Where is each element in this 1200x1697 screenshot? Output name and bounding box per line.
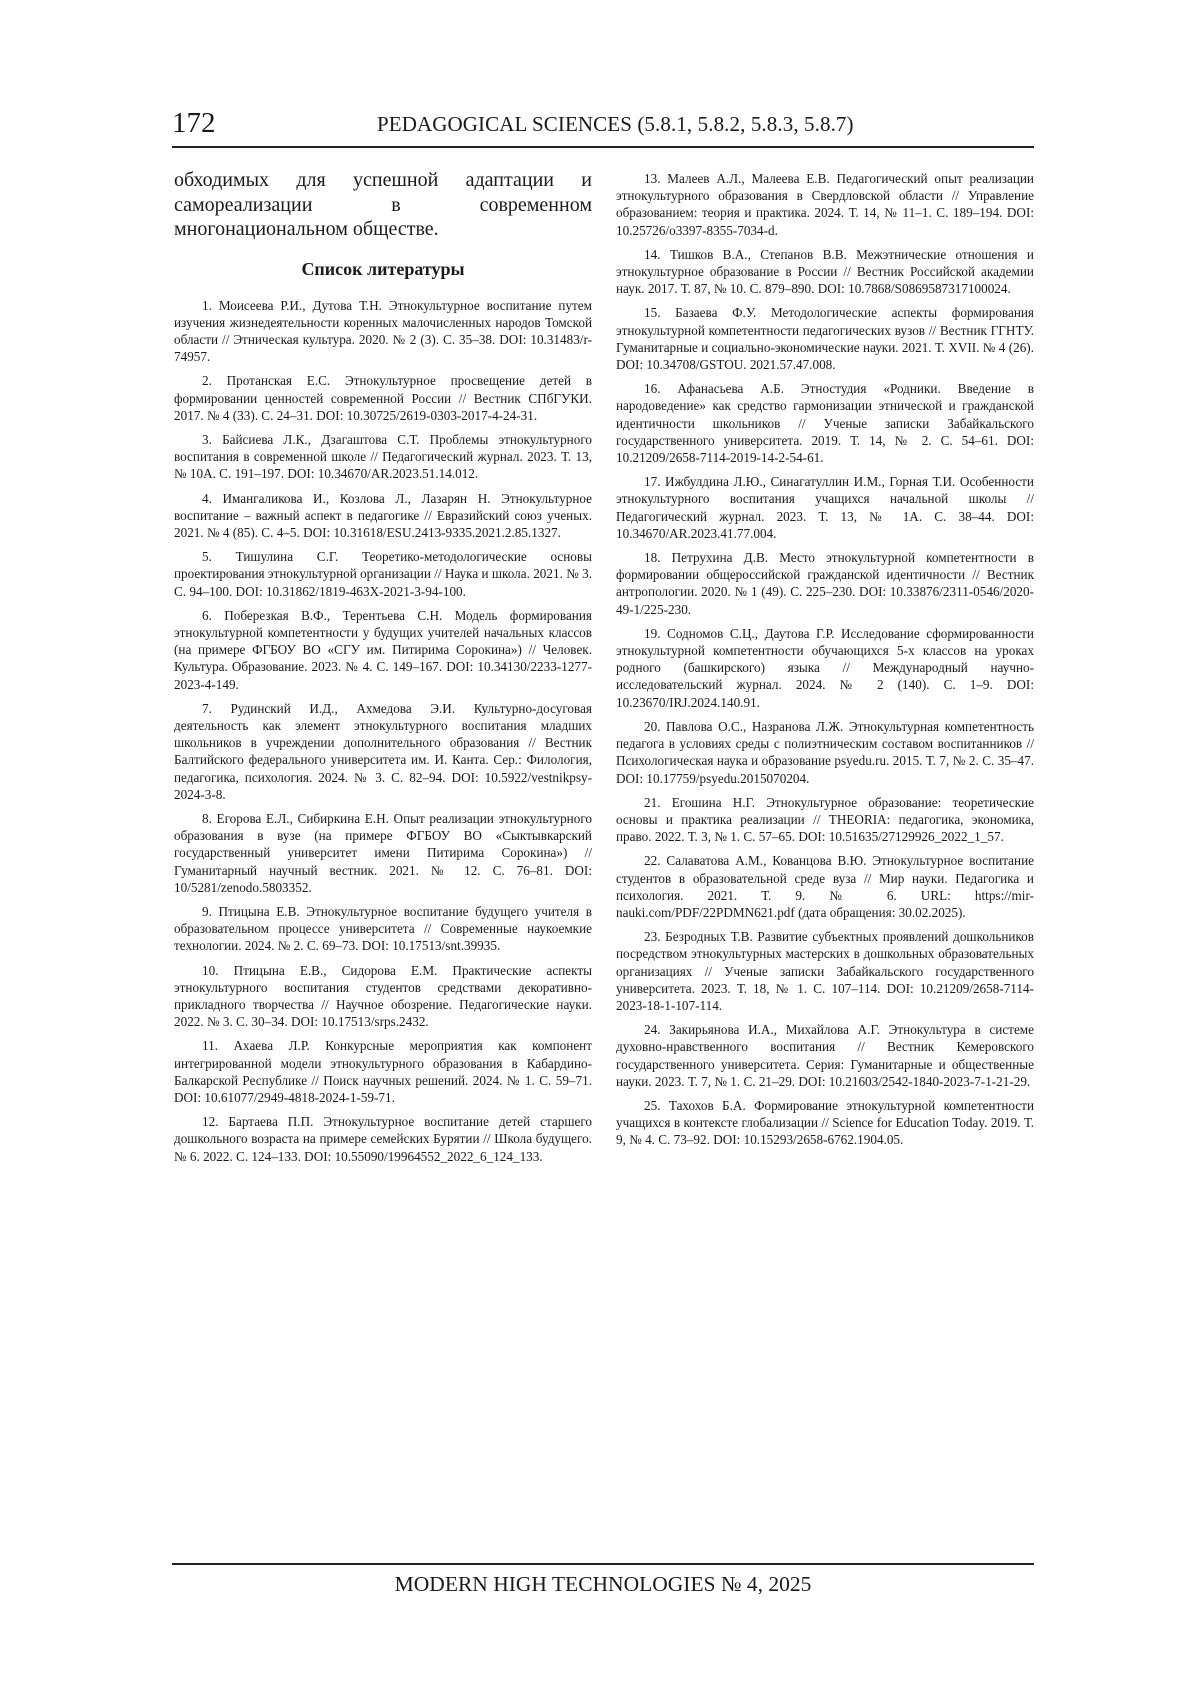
reference-item: 17. Ижбулдина Л.Ю., Синагатуллин И.М., Горная Т.И. Особенности этнокультурного воспитания учащихся начальной школы // Педагогический журнал. 2023. Т. 13, № 1А. С. 38–44. DOI: 10.34670/AR.2023.41.77.004. — [616, 473, 1034, 542]
reference-item: 2. Протанская Е.С. Этнокультурное просвещение детей в формировании ценностей современной России // Вестник СПбГУКИ. 2017. № 4 (33). С. 24–31. DOI: 10.30725/2619-0303-2017-4-24-31. — [174, 372, 592, 424]
reference-item: 3. Байсиева Л.К., Дзагаштова С.Т. Проблемы этнокультурного воспитания в современной школе // Педагогический журнал. 2023. Т. 13, № 10А. С. 191–197. DOI: 10.34670/AR.2023.51.14.012. — [174, 431, 592, 483]
reference-item: 22. Салаватова А.М., Кованцова В.Ю. Этнокультурное воспитание студентов в образовательной среде вуза // Мир науки. Педагогика и психология. 2021. Т. 9. № 6. URL: https://mir-nauki.com/PDF/22PDMN621.pdf (дата обращения: 30.02.2025). — [616, 852, 1034, 921]
reference-item: 23. Безродных Т.В. Развитие субъектных проявлений дошкольников посредством этнокультурных мастерских в дошкольных образовательных организациях // Ученые записки Забайкальского государственного университета. 2023. Т. 18, № 1. С. 107–114. DOI: 10.21209/2658-7114-2023-18-1-107-114. — [616, 928, 1034, 1014]
journal-section-title: PEDAGOGICAL SCIENCES (5.8.1, 5.8.2, 5.8.3, 5.8.7) — [377, 106, 854, 142]
reference-item: 9. Птицына Е.В. Этнокультурное воспитание будущего учителя в образовательном процессе университета // Современные наукоемкие технологии. 2024. № 2. С. 69–73. DOI: 10.17513/snt.39935. — [174, 903, 592, 955]
page-header — [172, 104, 1034, 142]
reference-item: 8. Егорова Е.Л., Сибиркина Е.Н. Опыт реализации этнокультурного образования в вузе (на примере ФГБОУ ВО «Сыктывкарский государственный университет имени Питирима Сорокина») // Гуманитарный научный вестник. 2021. № 12. С. 76–81. DOI: 10/5281/zenodo.5803352. — [174, 810, 592, 896]
page-number: 172 — [172, 104, 216, 142]
header-divider — [172, 146, 1034, 148]
reference-item: 16. Афанасьева А.Б. Этностудия «Родники. Введение в народоведение» как средство гармонизации этнической и гражданской идентичности школьников // Ученые записки Забайкальского государственного университета. 2019. Т. 14, № 2. С. 54–61. DOI: 10.21209/2658-7114-2019-14-2-54-61. — [616, 380, 1034, 466]
reference-item: 4. Имангаликова И., Козлова Л., Лазарян Н. Этнокультурное воспитание – важный аспект в педагогике // Евразийский союз ученых. 2021. № 4 (85). С. 4–5. DOI: 10.31618/ESU.2413-9335.2021.2.85.1327. — [174, 490, 592, 542]
reference-item: 24. Закирьянова И.А., Михайлова А.Г. Этнокультура в системе духовно-нравственного воспитания // Вестник Кемеровского государственного университета. Серия: Гуманитарные и общественные науки. 2023. Т. 7, № 1. С. 21–29. DOI: 10.21603/2542-1840-2023-7-1-21-29. — [616, 1021, 1034, 1090]
reference-item: 14. Тишков В.А., Степанов В.В. Межэтнические отношения и этнокультурное образование в России // Вестник Российской академии наук. 2017. Т. 87, № 10. С. 879–890. DOI: 10.7868/S0869587317100024. — [616, 246, 1034, 298]
references-heading: Список литературы — [174, 258, 592, 280]
right-column — [616, 170, 1034, 1156]
reference-item: 21. Егошина Н.Г. Этнокультурное образование: теоретические основы и практика реализации // THEORIA: педагогика, экономика, право. 2022. Т. 3, № 1. С. 57–65. DOI: 10.51635/27129926_2022_1_57. — [616, 794, 1034, 846]
reference-item: 7. Рудинский И.Д., Ахмедова Э.И. Культурно-досуговая деятельность как элемент этнокультурного воспитания младших школьников в учреждении дополнительного образования // Вестник Балтийского федерального университета им. И. Канта. Сер.: Филология, педагогика, психология. 2024. № 3. С. 82–94. DOI: 10.5922/vestnikpsy-2024-3-8. — [174, 700, 592, 803]
reference-item: 11. Ахаева Л.Р. Конкурсные мероприятия как компонент интегрированной модели этнокультурного образования в Кабардино-Балкарской Республике // Поиск научных решений. 2024. № 1. С. 59–71. DOI: 10.61077/2949-4818-2024-1-59-71. — [174, 1037, 592, 1106]
reference-item: 5. Тишулина С.Г. Теоретико-методологические основы проектирования этнокультурной организации // Наука и школа. 2021. № 3. С. 94–100. DOI: 10.31862/1819-463X-2021-3-94-100. — [174, 548, 592, 600]
reference-item: 18. Петрухина Д.В. Место этнокультурной компетентности в формировании общероссийской гражданской идентичности // Вестник антропологии. 2020. № 1 (49). С. 225–230. DOI: 10.33876/2311-0546/2020-49-1/225-230. — [616, 549, 1034, 618]
reference-item: 15. Базаева Ф.У. Методологические аспекты формирования этнокультурной компетентности педагогических вузов // Вестник ГГНТУ. Гуманитарные и социально-экономические науки. 2021. Т. XVII. № 4 (26). DOI: 10.34708/GSTOU. 2021.57.47.008. — [616, 304, 1034, 373]
reference-item: 19. Содномов С.Ц., Даутова Г.Р. Исследование сформированности этнокультурной компетентности обучающихся 5-х классов на уроках родного (башкирского) языка // Международный научно-исследовательский журнал. 2024. № 2 (140). С. 1–9. DOI: 10.23670/IRJ.2024.140.91. — [616, 625, 1034, 711]
reference-item: 6. Поберезкая В.Ф., Терентьева С.Н. Модель формирования этнокультурной компетентности у будущих учителей начальных классов (на примере ФГБОУ ВО «СГУ им. Питирима Сорокина») // Человек. Культура. Образование. 2023. № 4. С. 149–167. DOI: 10.34130/2233-1277-2023-4-149. — [174, 607, 592, 693]
footer-divider — [172, 1563, 1034, 1565]
reference-item: 25. Тахохов Б.А. Формирование этнокультурной компетентности учащихся в контексте глобализации // Science for Education Today. 2019. Т. 9, № 4. С. 73–92. DOI: 10.15293/2658-6762.1904.05. — [616, 1097, 1034, 1149]
journal-footer: MODERN HIGH TECHNOLOGIES № 4, 2025 — [172, 1569, 1034, 1599]
left-column — [174, 168, 592, 1172]
reference-item: 13. Малеев А.Л., Малеева Е.В. Педагогический опыт реализации этнокультурного образования в Свердловской области // Управление образованием: теория и практика. 2024. Т. 14, № 11–1. С. 189–194. DOI: 10.25726/o3397-8355-7034-d. — [616, 170, 1034, 239]
intro-paragraph: обходимых для успешной адаптации и самореализации в современном многонациональном обществе. — [174, 168, 592, 242]
reference-item: 20. Павлова О.С., Назранова Л.Ж. Этнокультурная компетентность педагога в условиях среды с полиэтническим составом воспитанников // Психологическая наука и образование psyedu.ru. 2015. Т. 7, № 2. С. 35–47. DOI: 10.17759/psyedu.2015070204. — [616, 718, 1034, 787]
reference-item: 10. Птицына Е.В., Сидорова Е.М. Практические аспекты этнокультурного воспитания студентов средствами декоративно-прикладного творчества // Научное обозрение. Педагогические науки. 2022. № 3. С. 30–34. DOI: 10.17513/srps.2432. — [174, 962, 592, 1031]
reference-item: 12. Бартаева П.П. Этнокультурное воспитание детей старшего дошкольного возраста на примере семейских Бурятии // Школа будущего. № 6. 2022. С. 124–133. DOI: 10.55090/19964552_2022_6_124_133. — [174, 1113, 592, 1165]
reference-item: 1. Моисеева Р.И., Дутова Т.Н. Этнокультурное воспитание путем изучения жизнедеятельности коренных малочисленных народов Томской области // Этническая культура. 2020. № 2 (3). С. 35–38. DOI: 10.31483/r-74957. — [174, 297, 592, 366]
